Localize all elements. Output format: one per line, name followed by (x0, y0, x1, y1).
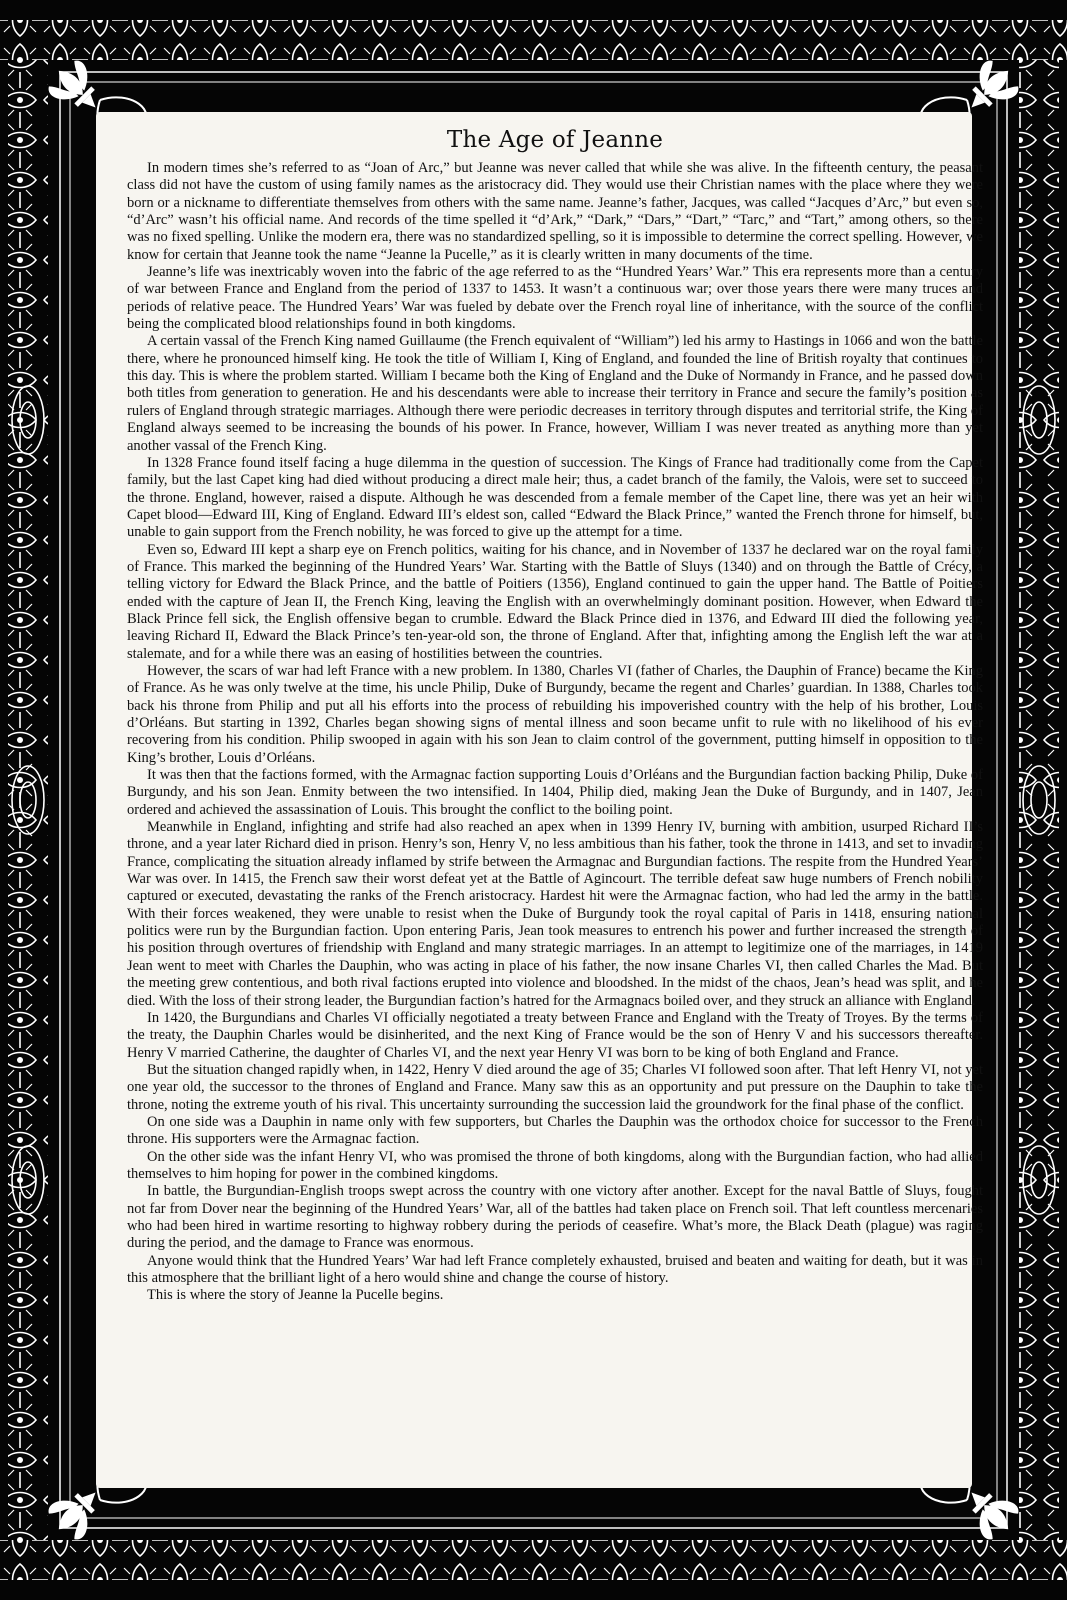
paragraph: A certain vassal of the French King named Guillaume (the French equivalent of “William”) led his army to Hastings in 1066 and won the battle there, where he pronounced himself king. He took the title of William I, King of England, and founded the line of British royalty that continues to this day. This is where the problem started. William I became both the King of England and the Duke of Normandy in France, and he passed down both titles from generation to generation. He and his descendants were able to increase their territory in France and secure the family’s position as rulers of England through strategic marriages. Although there were periodic decreases in territory through disputes and territorial strife, the King of England always seemed to be increasing the bounds of his power. In France, however, William I was never treated as anything more than yet another vassal of the French King. (127, 333, 983, 454)
paragraph: In battle, the Burgundian-English troops swept across the country with one victory after another. Except for the naval Battle of Sluys, fought not far from Dover near the beginning of the Hundred Years’ War, all of the battles had taken place on French soil. That left countless mercenaries who had been hired in wartime resorting to highway robbery during the periods of ceasefire. What’s more, the Black Death (plague) was raging during the period, and the damage to France was enormous. (127, 1183, 983, 1252)
paragraph: In 1420, the Burgundians and Charles VI officially negotiated a treaty between France and England with the Treaty of Troyes. By the terms of the treaty, the Dauphin Charles would be disinherited, and the next King of France would be the son of Henry V and his successors thereafter. Henry V married Catherine, the daughter of Charles VI, and the next year Henry VI was born to be king of both England and France. (127, 1009, 983, 1061)
paragraph: In modern times she’s referred to as “Joan of Arc,” but Jeanne was never called that while she was alive. In the fifteenth century, the peasant class did not have the custom of using family names as the aristocracy did. They would use their Christian names with the place where they were born or a nickname to differentiate themselves from others with the same name. Jeanne’s father, Jacques, was called “Jacques d’Arc,” but even so, “d’Arc” wasn’t his official name. And records of the time spelled it “d’Ark,” “Dark,” “Dars,” “Dart,” “Tarc,” and “Tart,” among others, so there was no fixed spelling. Unlike the modern era, there was no standardized spelling, so it is impossible to determine the correct spelling. However, we know for certain that Jeanne took the name “Jeanne la Pucelle,” as it is clearly written in many documents of the time. (127, 160, 983, 263)
paragraph: Even so, Edward III kept a sharp eye on French politics, waiting for his chance, and in November of 1337 he declared war on the royal family of France. This marked the beginning of the Hundred Years’ War. Starting with the Battle of Sluys (1340) and on through the Battle of Crécy, a telling victory for Edward the Black Prince, and the battle of Poitiers (1356), England continued to gain the upper hand. The Battle of Poitiers ended with the capture of Jean II, the French King, leaving the English with an overwhelmingly dominant position. However, when Edward the Black Prince fell sick, the English offensive began to crumble. Edward the Black Prince died in 1376, and Edward III died the following year, leaving Richard II, Edward the Black Prince’s ten-year-old son, the throne of England. After that, infighting among the English left the war at a stalemate, and for a while there was an easing of hostilities between the countries. (127, 541, 983, 662)
paragraph: On the other side was the infant Henry VI, who was promised the throne of both kingdoms, along with the Burgundian faction, who had allied themselves to him hoping for power in the combined kingdoms. (127, 1148, 983, 1182)
paragraph: Anyone would think that the Hundred Years’ War had left France completely exhausted, bruised and beaten and waiting for death, but it was in this atmosphere that the brilliant light of a hero would shine and change the course of history. (127, 1252, 983, 1286)
paragraph: However, the scars of war had left France with a new problem. In 1380, Charles VI (father of Charles, the Dauphin of France) became the King of France. As he was only twelve at the time, his uncle Philip, Duke of Burgundy, became the regent and Charles’ guardian. In 1388, Charles took back his throne from Philip and put all his efforts into the process of rebuilding his impoverished country with the help of his brother, Louis d’Orléans. But starting in 1392, Charles began showing signs of mental illness and soon became unfit to rule with no likelihood of his ever recovering from his condition. Philip swooped in again with his son Jean to claim control of the government, putting himself in opposition to the King’s brother, Louis d’Orléans. (127, 662, 983, 766)
paragraph: But the situation changed rapidly when, in 1422, Henry V died around the age of 35; Charles VI followed soon after. That left Henry VI, not yet one year old, the successor to the thrones of England and France. Many saw this as an opportunity and put pressure on the Dauphin to take the throne, noting the extreme youth of his rival. This uncertainty surrounding the succession laid the groundwork for the final phase of the conflict. (127, 1061, 983, 1113)
paragraph: It was then that the factions formed, with the Armagnac faction supporting Louis d’Orléans and the Burgundian faction backing Philip, Duke of Burgundy, and his son Jean. Enmity between the two intensified. In 1404, Philip died, making Jean the Duke of Burgundy, and in 1407, Jean ordered and achieved the assassination of Louis. This brought the conflict to the boiling point. (127, 767, 983, 818)
paragraph: Jeanne’s life was inextricably woven into the fabric of the age referred to as the “Hundred Years’ War.” This era represents more than a century of war between France and England from the period of 1337 to 1453. It wasn’t a continuous war; over those years there were many truces and periods of relative peace. The Hundred Years’ War was fueled by debate over the French royal line of inheritance, with the source of the conflict being the complicated blood relationships found in both kingdoms. (127, 264, 983, 333)
paragraph: Meanwhile in England, infighting and strife had also reached an apex when in 1399 Henry IV, burning with ambition, usurped Richard II’s throne, and a year later Richard died in prison. Henry’s son, Henry V, no less ambitious than his father, took the throne in 1413, and set to invading France, complicating the situation already inflamed by strife between the Armagnac and Burgundian factions. The respite from the Hundred Years’ War was over. In 1415, the French saw their worst defeat yet at the Battle of Agincourt. The terrible defeat saw huge numbers of French nobility captured or executed, devastating the ranks of the French aristocracy. Hardest hit were the Armagnac faction, who had led the army in the battle. With their forces weakened, they were unable to resist when the Duke of Burgundy took the royal capital of Paris in 1418, ensuring national politics were run by the Burgundian faction. Upon entering Paris, Jean took measures to entrench his power and further increased the strength of his position through overtures of friendship with England and many strategic marriages. In an attempt to legitimize one of the marriages, in 1419 Jean went to meet with Charles the Dauphin, who was acting in place of his father, the now insane Charles VI, then called Charles the Mad. But the meeting grew contentious, and both rival factions erupted into violence and bloodshed. In the midst of the chaos, Jean’s head was split, and he died. With the loss of their strong leader, the Burgundian faction’s hatred for the Armagnacs boiled over, and they struck an alliance with England. (127, 819, 983, 1009)
page-title: The Age of Jeanne (446, 127, 664, 153)
article-body (127, 126, 983, 1466)
paragraph: In 1328 France found itself facing a huge dilemma in the question of succession. The Kings of France had traditionally come from the Capet family, but the last Capet king had died without producing a direct male heir; thus, a cadet branch of the family, the Valois, were set to succeed to the throne. England, however, raised a dispute. Although he was descended from a female member of the Capet line, there was yet an heir with Capet blood—Edward III, King of England. Edward III’s eldest son, called “Edward the Black Prince,” wanted the French throne for himself, but, unable to gain support from the French nobility, he was forced to give up the attempt for a time. (127, 454, 983, 541)
paragraph: On one side was a Dauphin in name only with few supporters, but Charles the Dauphin was the orthodox choice for successor to the French throne. His supporters were the Armagnac faction. (127, 1113, 983, 1148)
paragraph: This is where the story of Jeanne la Pucelle begins. (147, 1287, 444, 1304)
